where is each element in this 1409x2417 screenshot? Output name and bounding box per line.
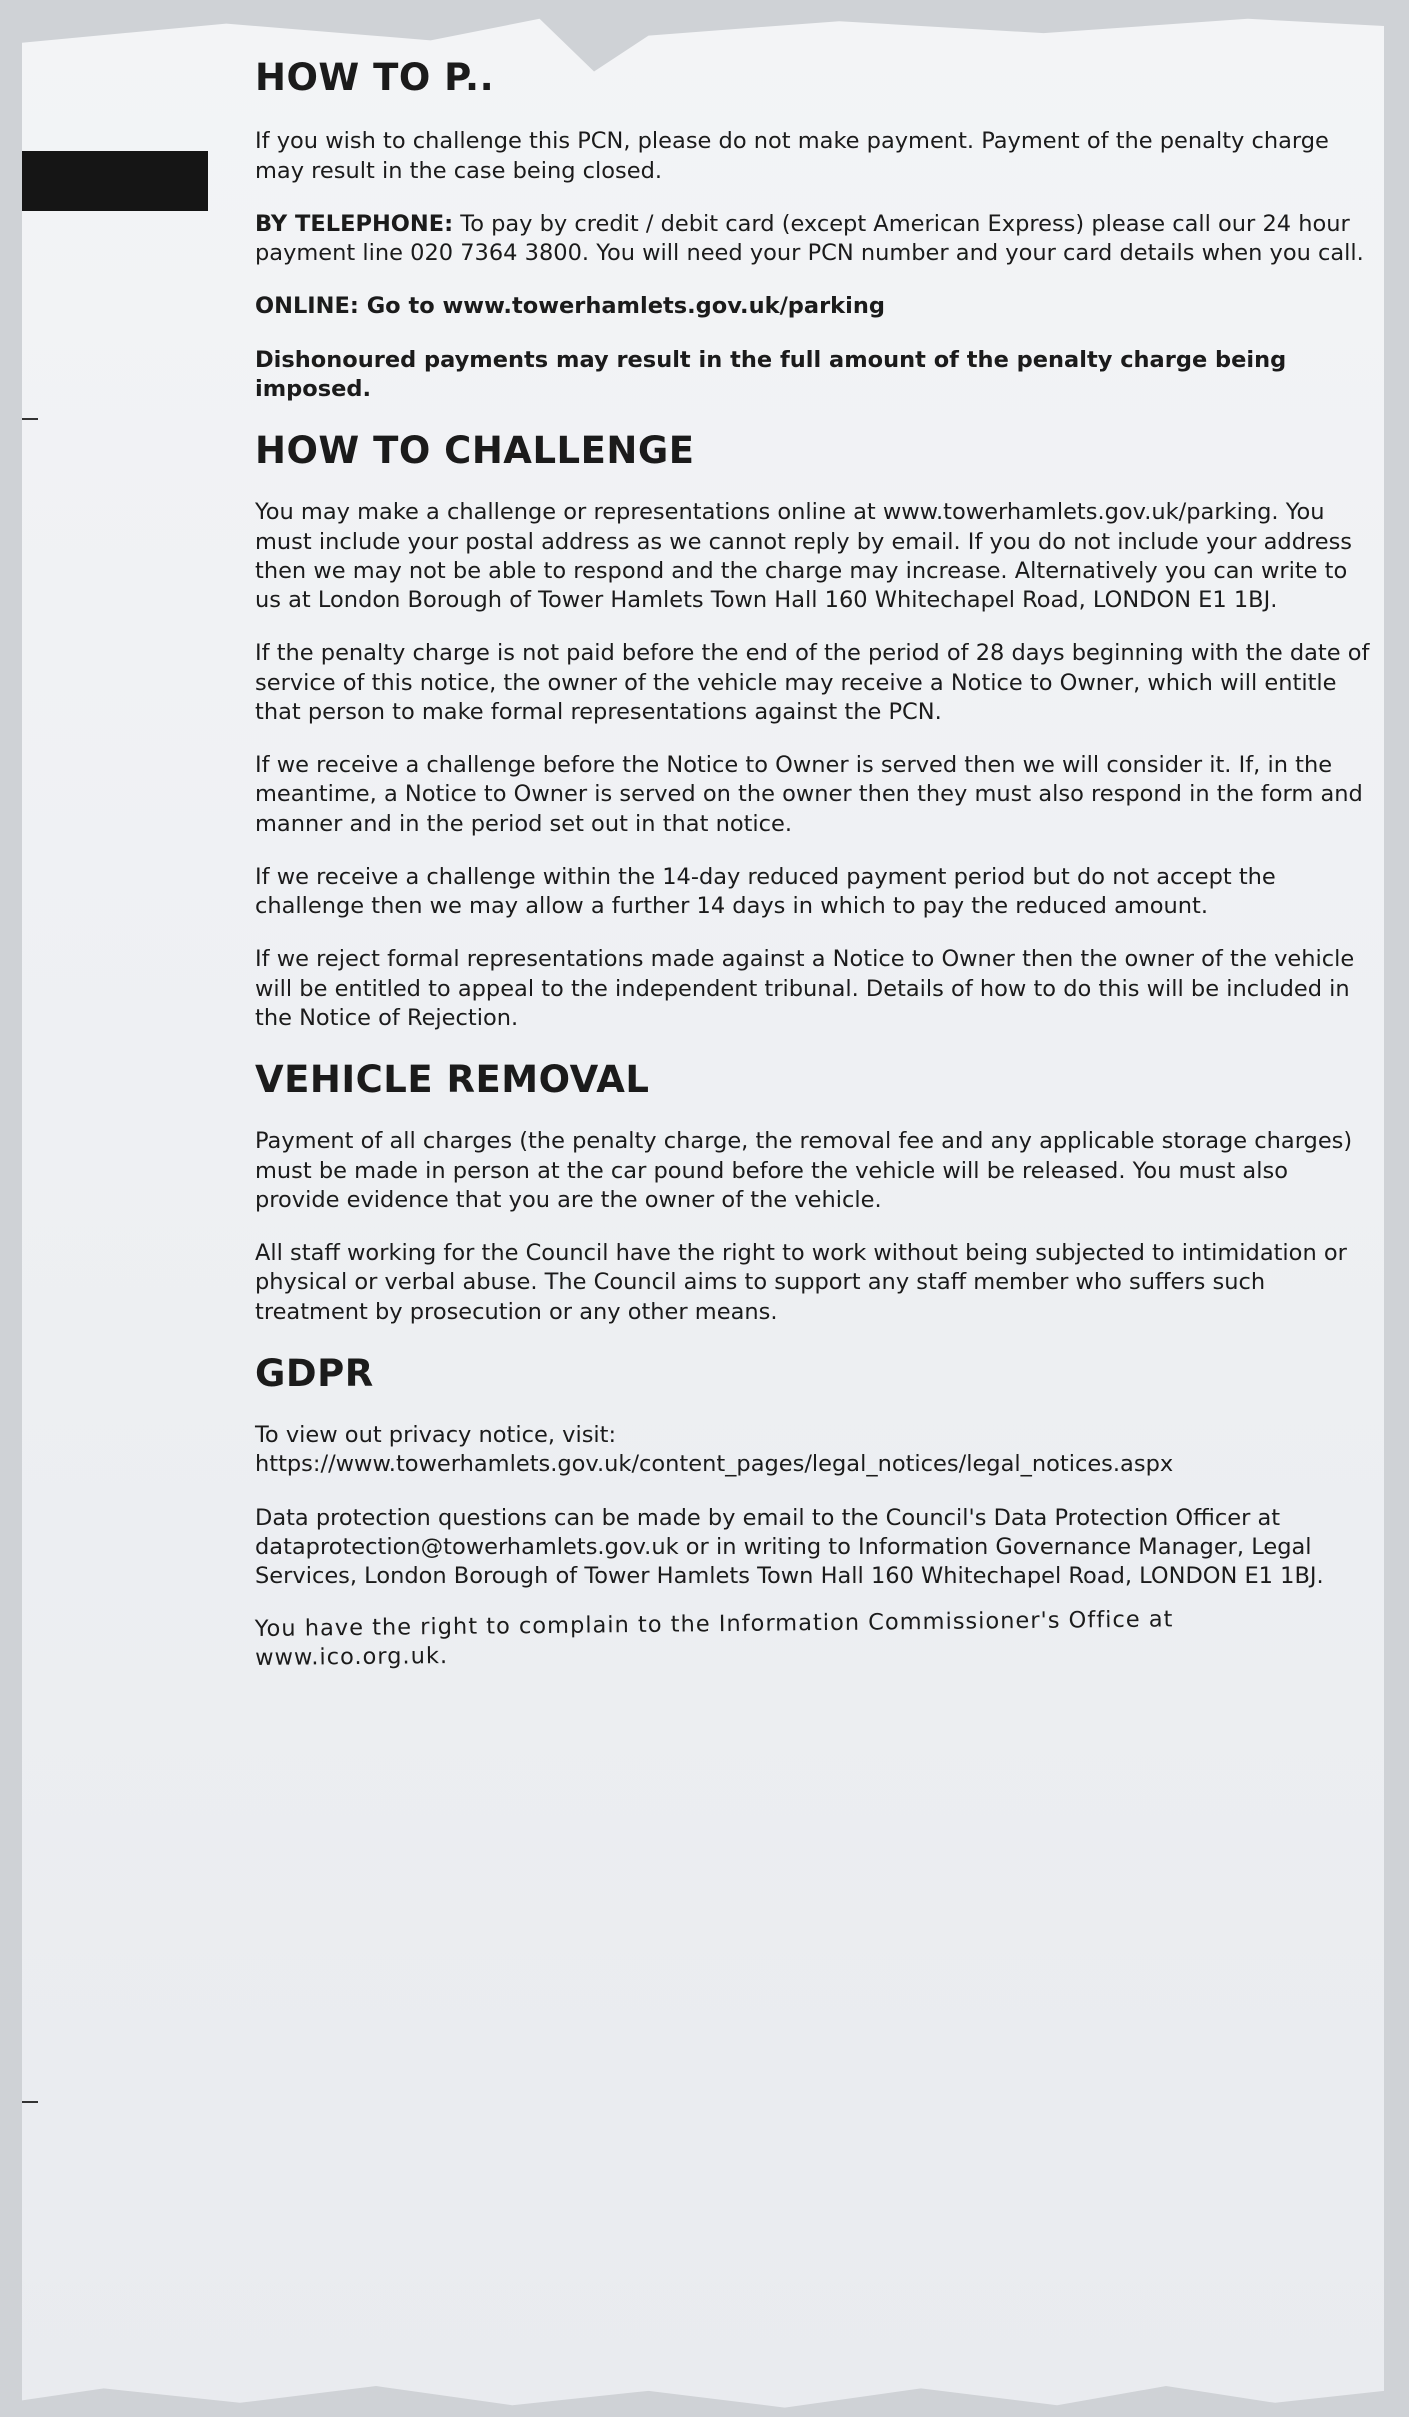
redaction-block bbox=[22, 151, 208, 211]
online-label: ONLINE: bbox=[255, 293, 359, 320]
challenge-paragraph: If we receive a challenge before the Notice to Owner is served then we will consider it. If, in the meantime, a Notice to Owner is served on the owner then they must also respond in the form and manner and in the period set out in that notice. bbox=[255, 752, 1363, 837]
privacy-intro: To view out privacy notice, visit: bbox=[255, 1422, 617, 1448]
data-protection-paragraph: Data protection questions can be made by email to the Council's Data Protection Officer at dataprotection@towerhamlets.gov.uk or in writing to Information Governance Manager, Legal Services, London Borough of Tower Hamlets Town Hall 160 Whitechapel Road, LONDON E1 1BJ. bbox=[255, 1504, 1324, 1589]
challenge-paragraph: You may make a challenge or representations online at www.towerhamlets.gov.uk/parking. You must include your postal address as we cannot reply by email. If you do not include your address then we may not be able to respond and the charge may increase. Alternatively you can write to us at London Borough of Tower Hamlets Town Hall 160 Whitechapel Road, LONDON E1 1BJ. bbox=[255, 499, 1353, 613]
removal-paragraph: Payment of all charges (the penalty charge, the removal fee and any applicable storage charges) must be made in person at the car pound before the vehicle will be released. You must also provide evidence that you are the owner of the vehicle. bbox=[255, 1128, 1353, 1213]
online-payment bbox=[255, 292, 1370, 321]
online-text: Go to www.towerhamlets.gov.uk/parking bbox=[358, 293, 885, 320]
vehicle-removal-section bbox=[255, 1057, 1370, 1327]
how-to-pay-heading: HOW TO P.. bbox=[255, 56, 495, 99]
telephone-label: BY TELEPHONE: bbox=[255, 210, 454, 237]
gdpr-heading: GDPR bbox=[255, 1351, 374, 1395]
gdpr-section bbox=[255, 1351, 1370, 1674]
challenge-paragraph: If we reject formal representations made against a Notice to Owner then the owner of the vehicle will be entitled to appeal to the independent tribunal. Details of how to do this will be included in the Notice of Rejection. bbox=[255, 946, 1355, 1031]
how-to-challenge-section bbox=[255, 428, 1370, 1033]
dishonoured-payments: Dishonoured payments may result in the full amount of the penalty charge being imposed. bbox=[255, 346, 1287, 402]
vehicle-removal-heading: VEHICLE REMOVAL bbox=[255, 1058, 650, 1101]
privacy-url: https://www.towerhamlets.gov.uk/content_pages/legal_notices/legal_notices.aspx bbox=[255, 1451, 1174, 1478]
privacy-notice bbox=[255, 1421, 1370, 1480]
challenge-paragraph: If the penalty charge is not paid before the end of the period of 28 days beginning with the date of service of this notice, the owner of the vehicle may receive a Notice to Owner, which will entitle that person to make formal representations against the PCN. bbox=[255, 640, 1370, 725]
challenge-warning: If you wish to challenge this PCN, please do not make payment. Payment of the penalty charge may result in the case being closed. bbox=[255, 128, 1329, 184]
how-to-challenge-heading: HOW TO CHALLENGE bbox=[255, 429, 695, 472]
edge-mark bbox=[22, 418, 38, 420]
edge-mark bbox=[22, 2101, 38, 2103]
ico-complaint: You have the right to complain to the Information Commissioner's Office at www.ico.org.uk. bbox=[254, 1606, 1174, 1672]
staff-abuse-paragraph: All staff working for the Council have the right to work without being subjected to intimidation or physical or verbal abuse. The Council aims to support any staff member who suffers such treatment by prosecution or any other means. bbox=[255, 1240, 1347, 1325]
challenge-paragraph: If we receive a challenge within the 14-day reduced payment period but do not accept the challenge then we may allow a further 14 days in which to pay the reduced amount. bbox=[255, 863, 1276, 919]
notice-content bbox=[255, 55, 1370, 1698]
how-to-pay-section bbox=[255, 55, 1370, 404]
telephone-text: To pay by credit / debit card (except American Express) please call our 24 hour payment line 020 7364 3800. You will need your PCN number and your card details when you call. bbox=[255, 210, 1364, 266]
telephone-payment bbox=[255, 210, 1370, 269]
